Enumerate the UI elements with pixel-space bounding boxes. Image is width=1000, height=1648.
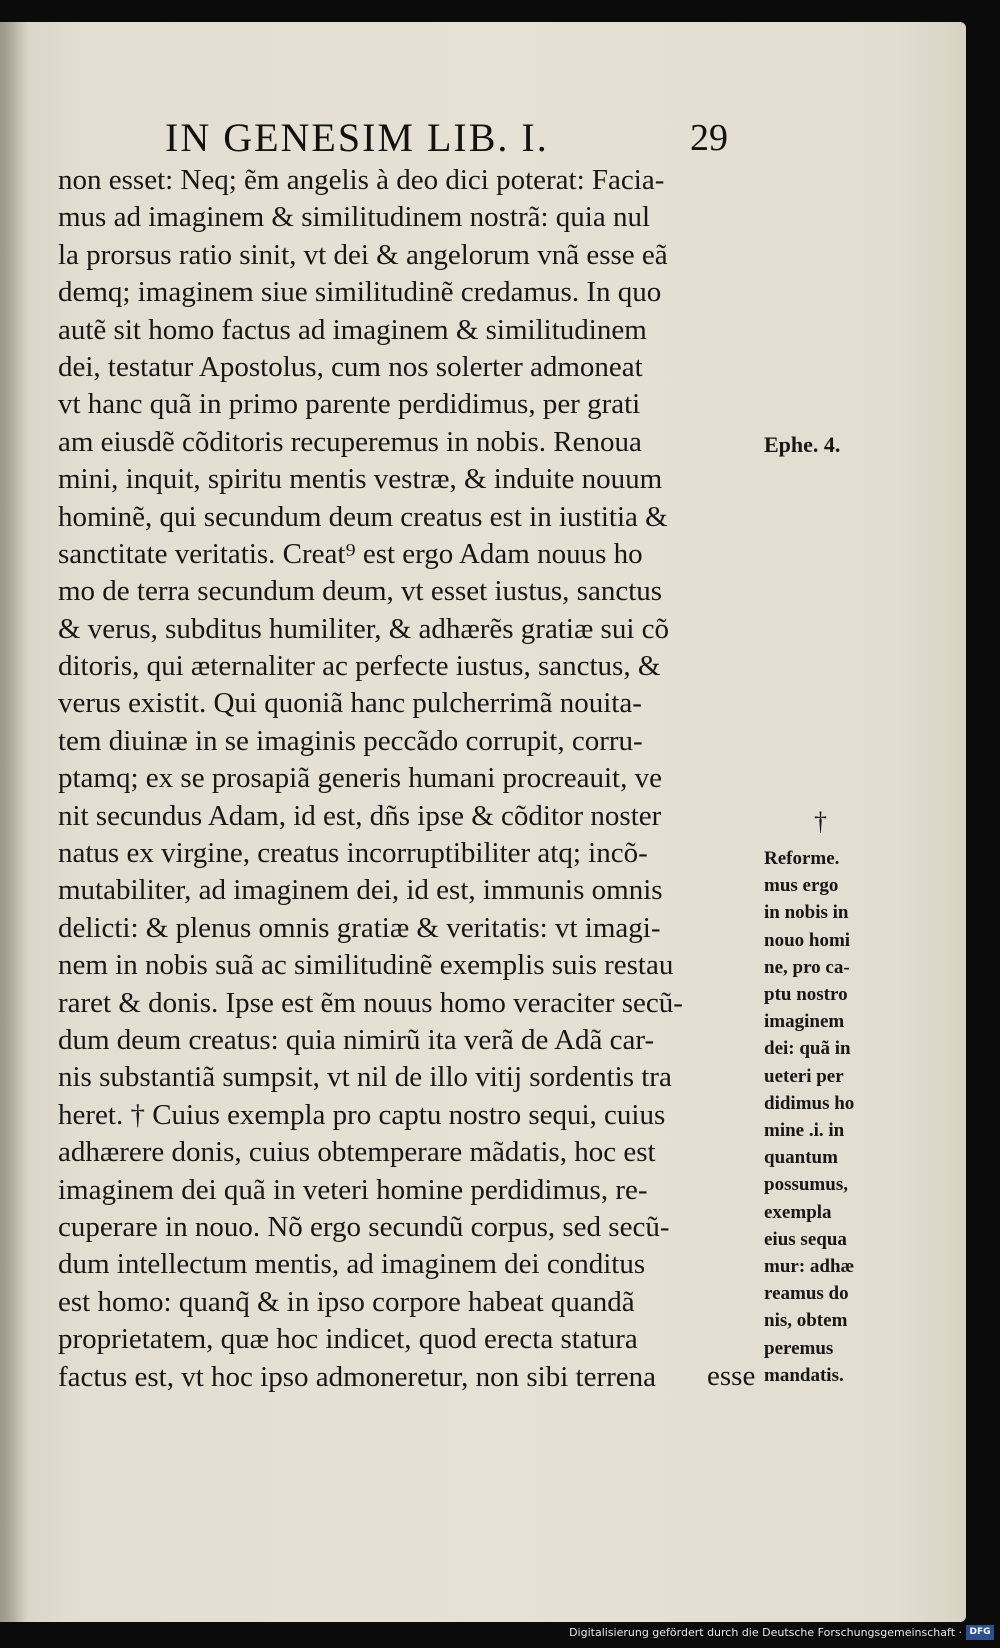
gloss-line: ptu nostro bbox=[764, 984, 848, 1006]
gloss-line: didimus ho bbox=[764, 1092, 855, 1114]
running-title: IN GENESIM LIB. I. bbox=[165, 115, 549, 160]
text-line: tem diuinæ in se imaginis peccãdo corrupit, corru- bbox=[58, 724, 643, 757]
gloss-line: mandatis. bbox=[764, 1364, 844, 1386]
text-line: mo de terra secundum deum, vt esset iustus, sanctus bbox=[58, 575, 663, 608]
gloss-line: quantum bbox=[764, 1147, 838, 1169]
text-line: mini, inquit, spiritu mentis vestræ, & induite nouum bbox=[58, 463, 663, 496]
text-line: nis substantiã sumpsit, vt nil de illo vitij sordentis tra bbox=[58, 1061, 672, 1094]
gloss-line: nis, obtem bbox=[764, 1310, 848, 1332]
text-line: natus ex virgine, creatus incorruptibiliter atq; incõ- bbox=[58, 837, 648, 870]
gloss-line: peremus bbox=[764, 1337, 834, 1359]
text-line: ptamq; ex se prosapiã generis humani procreauit, ve bbox=[58, 762, 662, 795]
catchword: esse bbox=[707, 1360, 756, 1392]
gloss-line: exempla bbox=[764, 1201, 832, 1223]
main-text-block bbox=[58, 162, 758, 1396]
text-line: delicti: & plenus omnis gratiæ & veritatis: vt imagi- bbox=[58, 911, 661, 944]
gloss-line: eius sequa bbox=[764, 1228, 847, 1250]
text-line: verus existit. Qui quoniã hanc pulcherrimã nouita- bbox=[58, 687, 642, 720]
text-line: hominẽ, qui secundum deum creatus est in iustitia & bbox=[58, 500, 668, 533]
text-line: nem in nobis suã ac similitudinẽ exemplis suis restau bbox=[58, 949, 674, 982]
text-line: cuperare in nouo. Nõ ergo secundũ corpus, sed secũ- bbox=[58, 1210, 670, 1243]
text-line: mus ad imaginem & similitudinem nostrã: quia nul bbox=[58, 201, 651, 234]
digitization-footer bbox=[0, 1622, 1000, 1648]
text-line: imaginem dei quã in veteri homine perdidimus, re- bbox=[58, 1173, 648, 1206]
page-header bbox=[0, 90, 966, 160]
text-line: am eiusdẽ cõditoris recuperemus in nobis. Renoua bbox=[58, 425, 642, 458]
text-line: dum deum creatus: quia nimirũ ita verã de Adã car- bbox=[58, 1023, 655, 1056]
gloss-line: in nobis in bbox=[764, 902, 849, 924]
gloss-line: nouo homi bbox=[764, 929, 851, 951]
funding-credit: Digitalisierung gefördert durch die Deutsche Forschungsgemeinschaft · bbox=[569, 1626, 962, 1639]
text-line: heret. † Cuius exempla pro captu nostro sequi, cuius bbox=[58, 1098, 666, 1131]
gloss-line: Reforme. bbox=[764, 848, 840, 869]
text-line: demq; imaginem siue similitudinẽ credamus. In quo bbox=[58, 276, 662, 309]
gloss-line: possumus, bbox=[764, 1174, 848, 1196]
text-line: dei, testatur Apostolus, cum nos solerter admoneat bbox=[58, 350, 643, 383]
gloss-line: dei: quã in bbox=[764, 1038, 851, 1060]
gloss-line: imaginem bbox=[764, 1011, 845, 1033]
gloss-line: mine .i. in bbox=[764, 1120, 845, 1142]
scripture-reference: Ephe. 4. bbox=[764, 432, 841, 457]
text-line: factus est, vt hoc ipso admoneretur, non sibi terrena bbox=[58, 1360, 656, 1393]
book-page bbox=[0, 22, 966, 1622]
text-line: raret & donis. Ipse est ẽm nouus homo veraciter secũ- bbox=[58, 986, 683, 1019]
dfg-logo: DFG bbox=[966, 1625, 994, 1640]
text-line: vt hanc quã in primo parente perdidimus, per grati bbox=[58, 388, 641, 421]
text-line: est homo: quanq̃ & in ipso corpore habeat quandã bbox=[58, 1285, 635, 1318]
text-line: autẽ sit homo factus ad imaginem & similitudinem bbox=[58, 313, 647, 346]
text-line: la prorsus ratio sinit, vt dei & angelorum vnã esse eã bbox=[58, 238, 668, 271]
text-line: & verus, subditus humiliter, & adhærẽs gratiæ sui cõ bbox=[58, 612, 669, 645]
gloss-line: ne, pro ca- bbox=[764, 956, 850, 978]
dagger-mark: † bbox=[814, 807, 827, 836]
text-line: dum intellectum mentis, ad imaginem dei conditus bbox=[58, 1248, 646, 1281]
text-line: proprietatem, quæ hoc indicet, quod erecta statura bbox=[58, 1323, 638, 1356]
text-line: sanctitate veritatis. Creat⁹ est ergo Adam nouus ho bbox=[58, 537, 643, 570]
text-line: non esset: Neq; ẽm angelis à deo dici poterat: Facia- bbox=[58, 164, 665, 196]
gloss-line: reamus do bbox=[764, 1283, 849, 1305]
text-line: adhærere donis, cuius obtemperare mãdatis, hoc est bbox=[58, 1136, 656, 1169]
text-line: nit secundus Adam, id est, dñs ipse & cõditor noster bbox=[58, 799, 662, 832]
gloss-line: ueteri per bbox=[764, 1065, 844, 1087]
gloss-line: mur: adhæ bbox=[764, 1256, 855, 1278]
gloss-line: mus ergo bbox=[764, 875, 839, 897]
marginal-gloss bbox=[764, 845, 854, 1389]
text-line: ditoris, qui æternaliter ac perfecte iustus, sanctus, & bbox=[58, 650, 661, 683]
folio-number: 29 bbox=[690, 117, 728, 159]
text-line: mutabiliter, ad imaginem dei, id est, immunis omnis bbox=[58, 874, 663, 907]
